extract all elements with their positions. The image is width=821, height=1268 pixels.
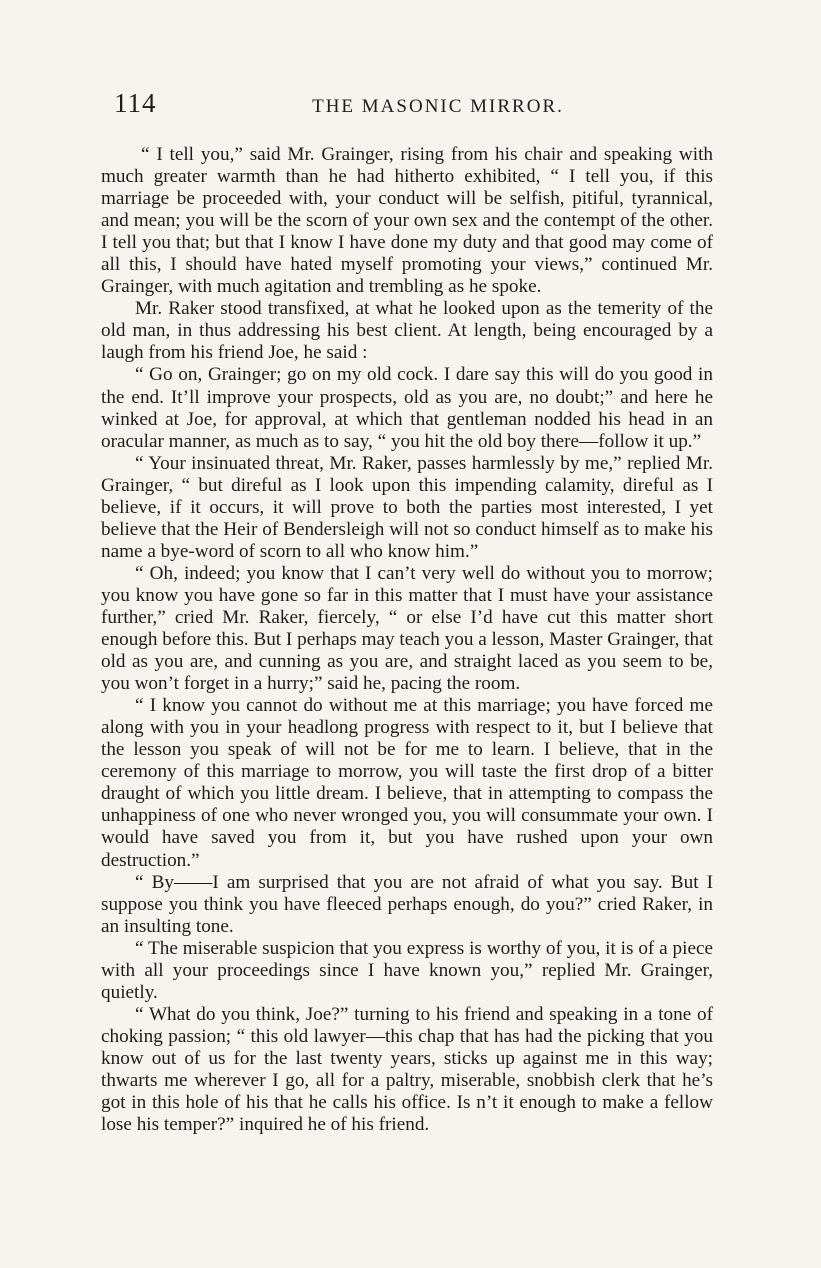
body-text bbox=[101, 144, 713, 1136]
page-header bbox=[100, 88, 716, 118]
paragraph: “ Go on, Grainger; go on my old cock. I dare say this will do you good in the end. It’ll improve your prospects, old as you are, no doubt;” and here he winked at Joe, for approval, at which that gentleman nodded his head in an oracular manner, as much as to say, “ you hit the old boy there—follow it up.” bbox=[101, 364, 713, 452]
paragraph: Mr. Raker stood transfixed, at what he looked upon as the temerity of the old man, in thus addressing his best client. At length, being encouraged by a laugh from his friend Joe, he said : bbox=[101, 298, 713, 364]
paragraph: “ I know you cannot do without me at this marriage; you have forced me along with you in your headlong progress with respect to it, but I believe that the lesson you speak of will not be for me to learn. I believe, that in the ceremony of this marriage to morrow, you will taste the first drop of a bitter draught of which you little dream. I believe, that in attempting to compass the unhappiness of one who never wronged you, you will consummate your own. I would have saved you from it, but you have rushed upon your own destruction.” bbox=[101, 695, 713, 871]
paragraph: “ What do you think, Joe?” turning to his friend and speaking in a tone of choking passion; “ this old lawyer—this chap that has had the picking that you know out of us for the last twenty years, sticks up against me in this way; thwarts me wherever I go, all for a paltry, miserable, snobbish clerk that he’s got in this hole of his that he calls his office. Is n’t it enough to make a fellow lose his temper?” inquired he of his friend. bbox=[101, 1003, 713, 1136]
running-title: THE MASONIC MIRROR. bbox=[312, 96, 564, 117]
paragraph: “ By——I am surprised that you are not afraid of what you say. But I suppose you think you have fleeced perhaps enough, do you?” cried Raker, in an insulting tone. bbox=[101, 871, 713, 937]
page-number: 114 bbox=[114, 88, 157, 118]
paragraph: “ I tell you,” said Mr. Grainger, rising from his chair and speaking with much greater warmth than he had hitherto exhibited, “ I tell you, if this marriage be proceeded with, your conduct will be selfish, pitiful, tyrannical, and mean; you will be the scorn of your own sex and the contempt of the other. I tell you that; but that I know I have done my duty and that good may come of all this, I should have hated myself promoting your views,” continued Mr. Grainger, with much agitation and trembling as he spoke. bbox=[101, 144, 713, 298]
paragraph: “ The miserable suspicion that you express is worthy of you, it is of a piece with all your proceedings since I have known you,” replied Mr. Grainger, quietly. bbox=[101, 937, 713, 1003]
paragraph: “ Your insinuated threat, Mr. Raker, passes harmlessly by me,” replied Mr. Grainger, “ but direful as I look upon this impending calamity, direful as I believe, if it occurs, it will prove to both the parties most interested, I yet believe that the Heir of Bendersleigh will not so conduct himself as to make his name a bye-word of scorn to all who know him.” bbox=[101, 452, 713, 562]
paragraph: “ Oh, indeed; you know that I can’t very well do without you to morrow; you know you have gone so far in this matter that I must have your assistance further,” cried Mr. Raker, fiercely, “ or else I’d have cut this matter short enough before this. But I perhaps may teach you a lesson, Master Grainger, that old as you are, and cunning as you are, and straight laced as you seem to be, you won’t forget in a hurry;” said he, pacing the room. bbox=[101, 562, 713, 695]
